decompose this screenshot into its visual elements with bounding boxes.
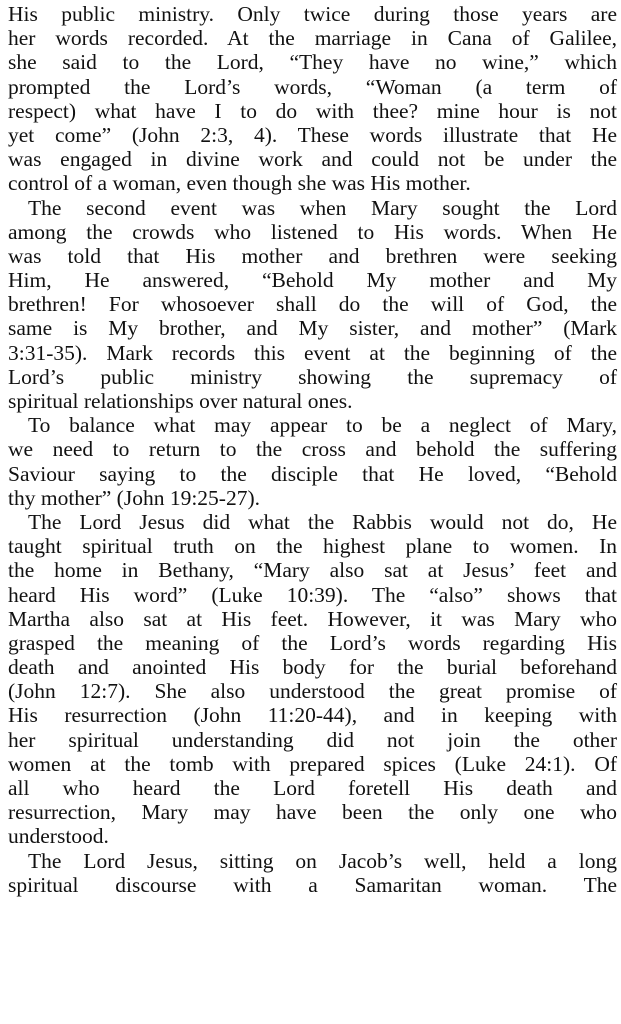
text-line: same is My brother, and My sister, and mother” (Mark bbox=[8, 316, 617, 341]
text-line: the home in Bethany, “Mary also sat at Jesus’ feet and bbox=[8, 558, 617, 583]
text-line: understood. bbox=[8, 824, 109, 849]
paragraph-1 bbox=[8, 2, 617, 196]
text-line: prompted the Lord’s words, “Woman (a term of bbox=[8, 74, 617, 99]
text-line: Lord’s public ministry showing the supremacy of bbox=[8, 364, 617, 389]
text-line: To balance what may appear to be a neglect of Mary, bbox=[28, 413, 617, 438]
text-line: brethren! For whosoever shall do the will of God, the bbox=[8, 292, 617, 317]
text-line: was engaged in divine work and could not be under the bbox=[8, 147, 617, 172]
paragraph-4 bbox=[8, 510, 617, 849]
text-line: her words recorded. At the marriage in Cana of Galilee, bbox=[8, 26, 617, 51]
paragraph-3 bbox=[8, 413, 617, 510]
text-line: Martha also sat at His feet. However, it was Mary who bbox=[8, 606, 617, 631]
text-line: grasped the meaning of the Lord’s words regarding His bbox=[8, 630, 617, 655]
text-line: spiritual relationships over natural ones. bbox=[8, 389, 353, 413]
text-line: His public ministry. Only twice during those years are bbox=[8, 2, 617, 26]
text-line: taught spiritual truth on the highest plane to women. In bbox=[8, 534, 617, 559]
text-line: yet come” (John 2:3, 4). These words illustrate that He bbox=[8, 122, 617, 147]
text-line: was told that His mother and brethren were seeking bbox=[8, 243, 617, 268]
text-line: heard His word” (Luke 10:39). The “also” shows that bbox=[8, 582, 617, 607]
text-line: control of a woman, even though she was His mother. bbox=[8, 171, 471, 196]
text-line: death and anointed His body for the burial beforehand bbox=[8, 655, 617, 680]
text-line: respect) what have I to do with thee? mine hour is not bbox=[8, 98, 617, 123]
text-line: His resurrection (John 11:20-44), and in keeping with bbox=[8, 703, 617, 728]
text-line: women at the tomb with prepared spices (Luke 24:1). Of bbox=[8, 751, 617, 776]
paragraph-2 bbox=[8, 196, 617, 414]
paragraph-5 bbox=[8, 849, 617, 897]
text-line: spiritual discourse with a Samaritan woman. The bbox=[8, 872, 617, 897]
text-line: she said to the Lord, “They have no wine,” which bbox=[8, 50, 617, 75]
text-line: thy mother” (John 19:25-27). bbox=[8, 485, 260, 510]
text-line: among the crowds who listened to His words. When He bbox=[8, 219, 617, 244]
text-line: 3:31-35). Mark records this event at the beginning of the bbox=[8, 340, 617, 365]
text-line: all who heard the Lord foretell His death and bbox=[8, 776, 617, 800]
text-line: The second event was when Mary sought the Lord bbox=[28, 195, 617, 220]
text-line: Him, He answered, “Behold My mother and My bbox=[8, 268, 617, 293]
text-line: Saviour saying to the disciple that He loved, “Behold bbox=[8, 461, 617, 486]
text-line: her spiritual understanding did not join the other bbox=[8, 727, 617, 752]
text-line: resurrection, Mary may have been the only one who bbox=[8, 800, 617, 825]
text-line: we need to return to the cross and behold the suffering bbox=[8, 437, 617, 462]
text-line: (John 12:7). She also understood the great promise of bbox=[8, 679, 617, 704]
text-line: The Lord Jesus, sitting on Jacob’s well, held a long bbox=[28, 848, 617, 873]
text-line: The Lord Jesus did what the Rabbis would not do, He bbox=[28, 509, 617, 534]
